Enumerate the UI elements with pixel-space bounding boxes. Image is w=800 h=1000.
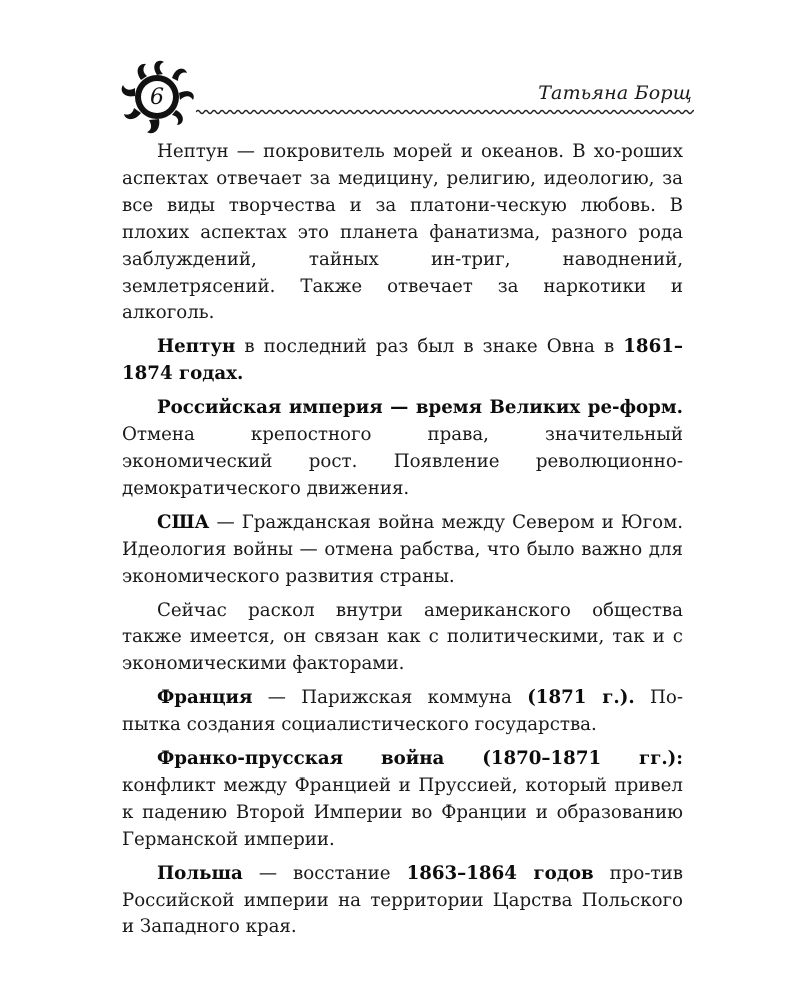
bold-text-run: США (157, 511, 210, 533)
bold-text-run: Нептун (157, 336, 236, 358)
text-run: — Гражданская война между Севером (209, 511, 595, 533)
text-run: и с экономическими факторами. (122, 626, 683, 675)
text-run: экономический рост. Появление революционно- (122, 450, 683, 472)
text-run: ческую любовь. В плохих аспектах это планета (122, 194, 684, 243)
text-run: и образованию Германской империи. (122, 801, 683, 850)
text-run: Сейчас раскол внутри американского общества (157, 599, 683, 621)
page-header (0, 0, 800, 140)
text-run: про- (593, 862, 651, 884)
page-number: 6 (150, 85, 164, 110)
text-run: тив Российской империи на территории Царства (122, 862, 683, 911)
paragraph (122, 746, 683, 854)
text-run: в (603, 336, 624, 358)
bold-text-run: форм. (619, 397, 683, 419)
text-run: и Югом. Идеология войны — отмена рабства, что (122, 511, 683, 560)
bold-text-run: 1861–1874 годах. (122, 336, 683, 385)
running-title: Татьяна Борщ (538, 82, 692, 104)
text-run: конфликт между Францией и Пруссией, который (122, 774, 607, 796)
text-run: привел к падению Второй Империи во Франции (122, 774, 683, 823)
paragraph (122, 395, 683, 503)
paragraph (122, 685, 683, 739)
text-run: Нептун — покровитель морей и океанов. В хо- (157, 141, 622, 162)
bold-text-run: Польша (157, 862, 243, 884)
text-run: фанатизма, разного рода заблуждений, тайных ин- (122, 221, 683, 270)
text-run: роших аспектах отвечает за медицину, религию, (122, 141, 683, 189)
bold-text-run: Российская империя — время Великих ре- (157, 397, 620, 419)
text-run: идеологию, за все виды творчества и за платони- (122, 167, 683, 216)
paragraph (122, 861, 683, 942)
bold-text-run: Франко-прусская война (1870–1871 гг.): (157, 748, 683, 770)
text-run: было важно для экономического развития страны. (122, 538, 683, 587)
text-run: Отмена крепостного права, значительный (122, 424, 683, 446)
text-run: По- (634, 687, 683, 709)
text-run: триг, наводнений, землетрясений. Также отвечает (122, 248, 683, 297)
text-run: также имеется, он связан как с политическими, так (122, 626, 645, 648)
text-run: — восстание (242, 862, 407, 884)
text-run: пытка создания социалистического государства. (122, 714, 597, 736)
text-run: за наркотики и алкоголь. (122, 275, 683, 324)
paragraph (122, 598, 683, 679)
text-run: Польского и Западного края. (122, 889, 683, 938)
bold-text-run: 1863–1864 годов (406, 862, 594, 884)
paragraph (122, 334, 683, 388)
bold-text-run: (1871 г.). (527, 687, 635, 709)
paragraph (122, 139, 683, 327)
body-text (122, 139, 683, 948)
text-run: — Парижская коммуна (252, 687, 528, 709)
text-run: демократического движения. (122, 477, 410, 499)
text-run: в последний раз был в знаке Овна (235, 336, 595, 358)
bold-text-run: Франция (157, 687, 253, 709)
paragraph (122, 510, 683, 591)
wavy-divider (196, 106, 694, 118)
